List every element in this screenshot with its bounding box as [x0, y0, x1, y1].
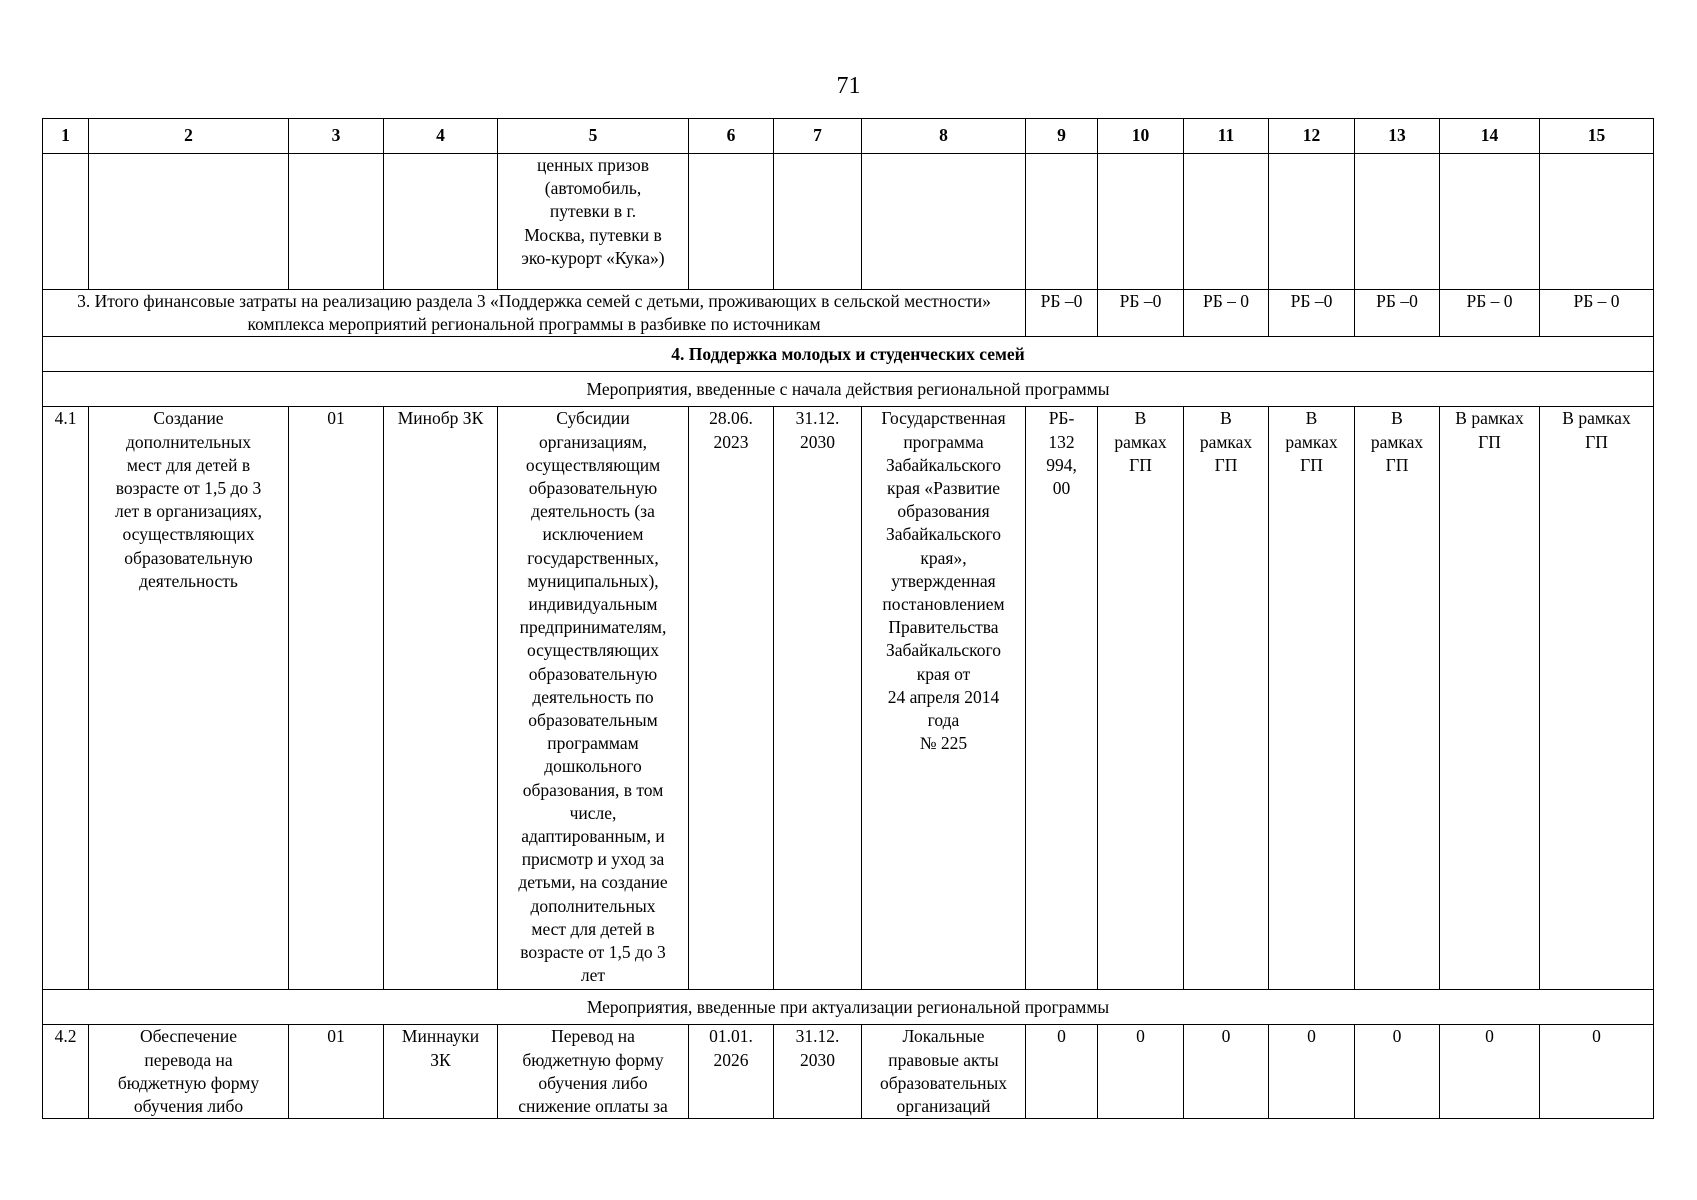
funding-value: В рамках ГП — [1440, 407, 1540, 990]
funding-value: 0 — [1440, 1025, 1540, 1119]
header-cell: 7 — [774, 119, 862, 154]
continuation-description: ценных призов (автомобиль, путевки в г. Москва, путевки в эко-курорт «Кука») — [498, 154, 689, 290]
table-row-continuation — [43, 154, 1654, 290]
total-value: РБ – 0 — [1440, 290, 1540, 337]
table-row-total — [43, 290, 1654, 337]
total-value: РБ –0 — [1098, 290, 1184, 337]
table-cell — [43, 154, 89, 290]
section-title: 4. Поддержка молодых и студенческих семей — [43, 337, 1654, 372]
total-label: 3. Итого финансовые затраты на реализацию раздела 3 «Поддержка семей с детьми, проживающих в сельской местности» комплекса мероприятий региональной программы в разбивке по источникам — [43, 290, 1026, 337]
header-cell: 12 — [1269, 119, 1355, 154]
legal-basis: Государственная программа Забайкальского края «Развитие образования Забайкальского края», утвержденная постановлением Правительства Забайкальского края от 24 апреля 2014 года № 225 — [862, 407, 1026, 990]
header-cell: 13 — [1355, 119, 1440, 154]
subheader-updated-measures: Мероприятия, введенные при актуализации региональной программы — [43, 990, 1654, 1025]
funding-value: В рамках ГП — [1269, 407, 1355, 990]
table-cell — [1440, 154, 1540, 290]
table-cell — [1540, 154, 1654, 290]
table-cell — [774, 154, 862, 290]
table-row-subheader — [43, 372, 1654, 407]
total-value: РБ –0 — [1269, 290, 1355, 337]
header-cell: 8 — [862, 119, 1026, 154]
measure-executor: Минобр ЗК — [384, 407, 498, 990]
funding-value: РБ- 132 994, 00 — [1026, 407, 1098, 990]
funding-value: В рамках ГП — [1184, 407, 1269, 990]
total-value: РБ – 0 — [1540, 290, 1654, 337]
measure-executor: Миннауки ЗК — [384, 1025, 498, 1119]
header-cell: 6 — [689, 119, 774, 154]
header-cell: 14 — [1440, 119, 1540, 154]
header-cell: 10 — [1098, 119, 1184, 154]
end-date: 31.12. 2030 — [774, 407, 862, 990]
table-row-4-1 — [43, 407, 1654, 990]
table-header-row — [43, 119, 1654, 154]
funding-value: 0 — [1184, 1025, 1269, 1119]
table-cell — [89, 154, 289, 290]
table-cell — [289, 154, 384, 290]
funding-value: 0 — [1355, 1025, 1440, 1119]
measure-name: Обеспечение перевода на бюджетную форму обучения либо — [89, 1025, 289, 1119]
start-date: 28.06. 2023 — [689, 407, 774, 990]
measure-description: Субсидии организациям, осуществляющим образовательную деятельность (за исключением государственных, муниципальных), индивидуальным предпринимателям, осуществляющих образовательную деятельность по образовательным программам дошкольного образования, в том числе, адаптированным, и присмотр и уход за детьми, на создание дополнительных мест для детей в возрасте от 1,5 до 3 лет — [498, 407, 689, 990]
total-value: РБ –0 — [1355, 290, 1440, 337]
funding-value: 0 — [1269, 1025, 1355, 1119]
header-cell: 4 — [384, 119, 498, 154]
page-number: 71 — [836, 73, 861, 99]
header-cell: 15 — [1540, 119, 1654, 154]
measure-code: 01 — [289, 407, 384, 990]
total-value: РБ –0 — [1026, 290, 1098, 337]
table-cell — [1355, 154, 1440, 290]
funding-value: 0 — [1098, 1025, 1184, 1119]
program-table — [42, 118, 1654, 1119]
measure-code: 01 — [289, 1025, 384, 1119]
funding-value: В рамках ГП — [1098, 407, 1184, 990]
header-cell: 5 — [498, 119, 689, 154]
measure-name: Создание дополнительных мест для детей в возрасте от 1,5 до 3 лет в организациях, осуществляющих образовательную деятельность — [89, 407, 289, 990]
start-date: 01.01. 2026 — [689, 1025, 774, 1119]
table-row-section — [43, 337, 1654, 372]
funding-value: В рамках ГП — [1355, 407, 1440, 990]
header-cell: 9 — [1026, 119, 1098, 154]
funding-value: В рамках ГП — [1540, 407, 1654, 990]
table-cell — [689, 154, 774, 290]
table-row-4-2 — [43, 1025, 1654, 1119]
funding-value: 0 — [1026, 1025, 1098, 1119]
table-cell — [1184, 154, 1269, 290]
table-cell — [1026, 154, 1098, 290]
legal-basis: Локальные правовые акты образовательных организаций — [862, 1025, 1026, 1119]
table-cell — [1098, 154, 1184, 290]
table-cell — [862, 154, 1026, 290]
total-value: РБ – 0 — [1184, 290, 1269, 337]
table-row-subheader — [43, 990, 1654, 1025]
end-date: 31.12. 2030 — [774, 1025, 862, 1119]
measure-description: Перевод на бюджетную форму обучения либо снижение оплаты за — [498, 1025, 689, 1119]
header-cell: 3 — [289, 119, 384, 154]
row-number: 4.1 — [43, 407, 89, 990]
table-cell — [384, 154, 498, 290]
header-cell: 1 — [43, 119, 89, 154]
subheader-initial-measures: Мероприятия, введенные с начала действия региональной программы — [43, 372, 1654, 407]
funding-value: 0 — [1540, 1025, 1654, 1119]
row-number: 4.2 — [43, 1025, 89, 1119]
header-cell: 2 — [89, 119, 289, 154]
header-cell: 11 — [1184, 119, 1269, 154]
table-cell — [1269, 154, 1355, 290]
